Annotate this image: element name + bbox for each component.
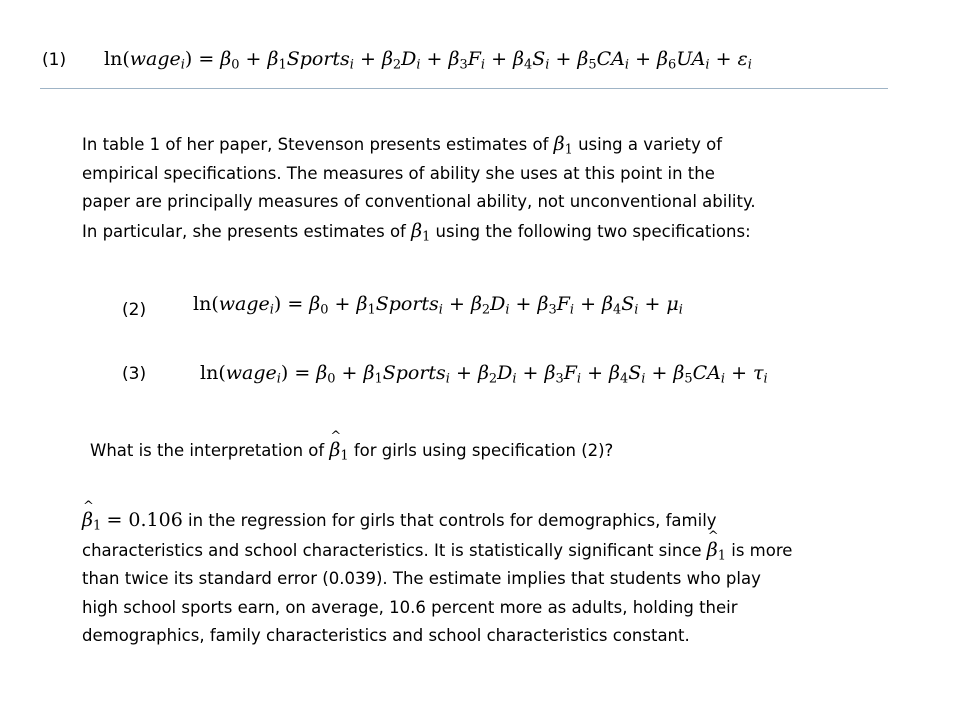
equation-3: ln(wage$_i$) = $\beta_0$ + $\beta_1Sports_i + \beta_2D_i + \beta_3F_i + \beta_4S_i + \beta_5CA_i + \tau_i$ — [200, 362, 768, 387]
equation-3-number: (3) — [122, 364, 147, 384]
divider-line — [40, 88, 888, 89]
question-part-a: What is the interpretation of — [90, 441, 330, 460]
beta-1-symbol: $\beta_1$ — [553, 133, 573, 158]
intro-paragraph — [82, 130, 756, 246]
answer-line-4: high school sports earn, on average, 10.6 percent more as adults, holding their — [82, 597, 738, 617]
equation-1: ln(wage$_i$) = $\beta_0$ + $\beta_1Sports_i + \beta_2D_i + \beta_3F_i + \beta_4S_i + \beta_5CA_i + \beta_6UA_i + \varepsilon_i$ — [104, 48, 752, 73]
intro-line-3: paper are principally measures of conventional ability, not unconventional ability. — [82, 192, 756, 211]
answer-line-2b: is more — [726, 540, 793, 560]
intro-line-4a: In particular, she presents estimates of — [82, 221, 412, 241]
beta-1-hat-symbol: ^ $\beta_1$ — [707, 536, 726, 565]
error-term-tau: τ — [753, 362, 764, 384]
intro-line-4b: using the following two specifications: — [430, 221, 751, 241]
intro-line-2: empirical specifications. The measures of ability she uses at this point in the — [82, 163, 715, 183]
equation-1-number: (1) — [42, 50, 67, 70]
question-part-b: for girls using specification (2)? — [348, 441, 614, 460]
intro-line-1b: using a variety of — [572, 135, 723, 154]
beta-1-hat-symbol: ^ $\beta_1$ — [329, 436, 348, 465]
error-term-mu: μ — [666, 293, 679, 315]
answer-paragraph — [82, 506, 792, 651]
beta-estimate: = 0.106 — [106, 509, 183, 531]
answer-line-5: demographics, family characteristics and school characteristics constant. — [82, 626, 690, 645]
equation-2-number: (2) — [122, 300, 147, 320]
answer-line-3: than twice its standard error (0.039). The estimate implies that students who play — [82, 569, 761, 588]
answer-line-2a: characteristics and school characteristics. It is statistically significant since — [82, 540, 707, 560]
equation-2: ln(wage$_i$) = $\beta_0$ + $\beta_1Sports_i + \beta_2D_i + \beta_3F_i + \beta_4S_i + \mu_i$ — [193, 293, 683, 318]
answer-line-1: in the regression for girls that controls for demographics, family — [182, 511, 717, 530]
beta-1-hat-symbol: ^ $\beta_1$ — [82, 506, 101, 535]
question-text — [90, 436, 613, 466]
beta-1-symbol: $\beta_1$ — [411, 219, 431, 245]
intro-line-1a: In table 1 of her paper, Stevenson presents estimates of — [82, 135, 554, 154]
